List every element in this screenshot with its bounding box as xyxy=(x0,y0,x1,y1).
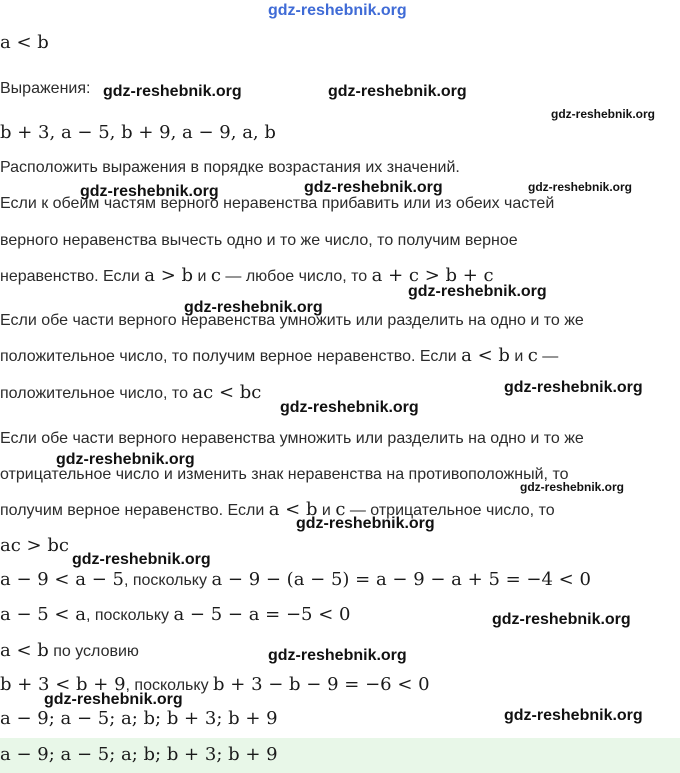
step4: b + 3 < b + 9, поскольку b + 3 − b − 9 = −6 < 0 xyxy=(0,674,430,695)
rule2-line1: Если обе части верного неравенства умножить или разделить на одно и то же xyxy=(0,312,584,329)
watermark: gdz-reshebnik.org xyxy=(504,707,643,724)
rule1-line3: неравенство. Если a > b и c — любое число, то a + c > b + c xyxy=(0,265,494,286)
step1: a − 9 < a − 5, поскольку a − 9 − (a − 5) = a − 9 − a + 5 = −4 < 0 xyxy=(0,569,591,590)
watermark: gdz-reshebnik.org xyxy=(520,480,625,494)
rule1-line2: верного неравенства вычесть одно и то же число, то получим верное xyxy=(0,232,518,249)
step2: a − 5 < a, поскольку a − 5 − a = −5 < 0 xyxy=(0,604,351,625)
watermark: gdz-reshebnik.org xyxy=(280,399,419,416)
watermark: gdz-reshebnik.org xyxy=(103,83,242,100)
watermark: gdz-reshebnik.org xyxy=(184,299,323,316)
watermark: gdz-reshebnik.org xyxy=(328,83,467,100)
condition-line: a < b xyxy=(0,32,49,53)
rule3-line1: Если обе части верного неравенства умножить или разделить на одно и то же xyxy=(0,430,584,447)
watermark: gdz-reshebnik.org xyxy=(551,107,656,121)
ordered-list: a − 9; a − 5; a; b; b + 3; b + 9 xyxy=(0,708,278,729)
task-statement: Расположить выражения в порядке возрастания их значений. xyxy=(0,159,460,176)
rule3-line2: отрицательное число и изменить знак неравенства на противоположный, то xyxy=(0,466,569,483)
watermark: gdz-reshebnik.org xyxy=(304,179,443,196)
watermark: gdz-reshebnik.org xyxy=(296,515,435,532)
answer: a − 9; a − 5; a; b; b + 3; b + 9 xyxy=(0,744,278,765)
watermark: gdz-reshebnik.org xyxy=(268,2,407,19)
rule2-line3: положительное число, то ac < bc xyxy=(0,382,262,403)
watermark: gdz-reshebnik.org xyxy=(492,611,631,628)
rule3-result: ac > bc xyxy=(0,535,69,556)
watermark: gdz-reshebnik.org xyxy=(80,183,219,200)
watermark: gdz-reshebnik.org xyxy=(44,691,183,708)
watermark: gdz-reshebnik.org xyxy=(72,551,211,568)
step3: a < b по условию xyxy=(0,640,139,661)
expressions-list: b + 3, a − 5, b + 9, a − 9, a, b xyxy=(0,122,276,143)
rule1-line1: Если к обеим частям верного неравенства прибавить или из обеих частей xyxy=(0,195,555,212)
expressions-label: Выражения: xyxy=(0,80,91,97)
watermark: gdz-reshebnik.org xyxy=(408,283,547,300)
watermark: gdz-reshebnik.org xyxy=(504,379,643,396)
rule3-line3: получим верное неравенство. Если a < b и c — отрицательное число, то xyxy=(0,499,555,520)
watermark: gdz-reshebnik.org xyxy=(56,451,195,468)
rule2-line2: положительное число, то получим верное неравенство. Если a < b и c — xyxy=(0,345,559,366)
watermark: gdz-reshebnik.org xyxy=(268,647,407,664)
watermark: gdz-reshebnik.org xyxy=(528,180,633,194)
